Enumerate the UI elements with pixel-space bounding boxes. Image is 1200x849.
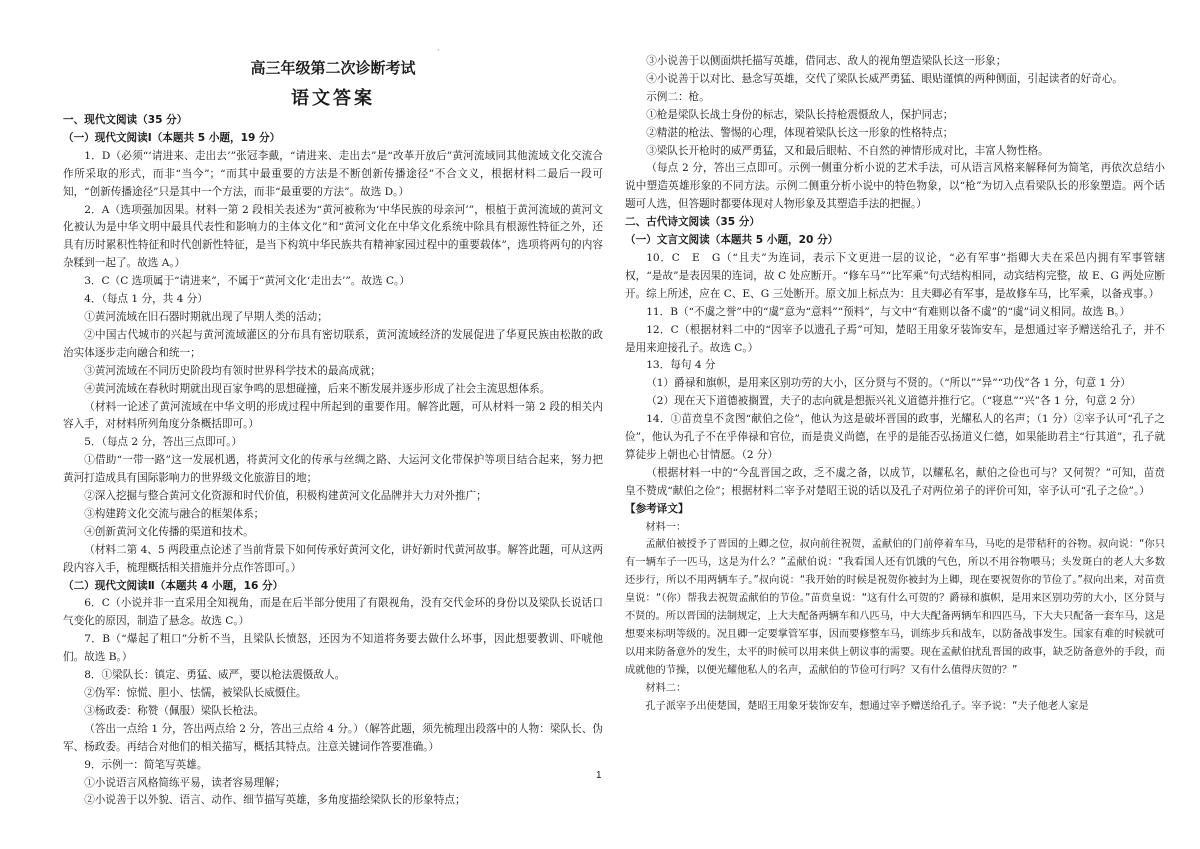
section-heading: 二、古代诗文阅读（35 分） [625, 216, 760, 229]
answer-paragraph: ③黄河流域在不同历史阶段均有领时世界科学技术的最高成就； [84, 364, 381, 377]
answer-paragraph: （材料二第 4、5 两段重点论述了当前背景下如何传承好黄河文化，讲好新时代黄河故事。解答此题，可从这两段内容入手，梳理概括相关措施并分点作答即可。） [63, 543, 603, 574]
answer-paragraph: （2）现在天下道德被搁置，夫子的志向就是想振兴礼义道德并推行它。（“寝息”“兴”各 1 分，句意 2 分） [646, 395, 1142, 408]
right-column [625, 53, 1165, 716]
section-heading: （一）现代文阅读Ⅰ（本题共 5 小题，19 分） [63, 131, 281, 144]
answer-paragraph: ④黄河流域在春秋时期就出现百家争鸣的思想碰撞，后来不断发展并逐步形成了社会主流思想体系。 [84, 382, 551, 395]
answer-paragraph: ②小说善于以外貌、语言、动作、细节描写英雄，多角度描绘梁队长的形象特点； [84, 794, 466, 807]
answer-paragraph: 13．每句 4 分 [646, 359, 716, 372]
answer-paragraph: ①小说语言风格简练平易，读者容易理解； [84, 776, 286, 789]
answer-paragraph: 1．D（必须“‘请进来、走出去’”张冠李戴，“请进来、走出去”是“改革开放后”黄河流域同其他流域文化交流合作所采取的形式，而非“当今”；“而其中最重要的方法是不断创新传播途径”不合文义，根据材料二最后一段可知，“创新传播途径”只是其中一个方法，而非“最重要的方法”。故选 D。） [63, 149, 603, 198]
answer-paragraph: 8．①梁队长：镇定、勇猛、威严，要以枪法震慑敌人。 [84, 669, 346, 682]
answer-paragraph: （根据材料一中的“今乱晋国之政，乏不虞之备，以成节，以耀私名，献伯之俭也可与？又何贺？”可知，苗贲皇不赞成“献伯之俭”；根据材料二宰予对楚昭王说的话以及孔子对两位弟子的评价可知，宰予认可“孔子之俭”。） [625, 466, 1165, 497]
answer-paragraph: 示例二：枪。 [646, 90, 710, 103]
answer-paragraph: 9．示例一：简笔写英雄。 [84, 758, 208, 771]
answer-paragraph: ③小说善于以侧面烘托描写英雄，借同志、敌人的视角塑造梁队长这一形象； [646, 55, 1007, 67]
answer-paragraph: （每点 2 分，答出三点即可。示例一侧重分析小说的艺术手法，可从语言风格来解释何为简笔，再依次总结小说中塑造英雄形象的不同方法。示例二侧重分析小说中的特色物象，以“枪”为切入点看梁队长的形象塑造。两个话题可人选，但答题时都要体现对人物形象及其塑造手法的把握。） [625, 162, 1165, 211]
answer-paragraph: 7．B（“爆起了粗口”分析不当，且梁队长愤怒，还因为不知道将务要去做什么坏事，因此想要教训、吓唬他们。故选 B。） [63, 633, 603, 664]
translation-paragraph: 材料一： [645, 521, 687, 533]
answer-paragraph: ④创新黄河文化传播的渠道和技术。 [84, 525, 254, 538]
answer-paragraph: 14．①苗贲皇不贪图“献伯之俭”，他认为这是破坏晋国的政事，光耀私人的名声；（1 分）②宰予认可“孔子之俭”，他认为孔子不在乎俸禄和官位，而是贵义尚德，在乎的是能否弘扬道义仁德，如果能助君主“行其道”，孔子就算徒步上朝也心甘情愿。（2 分） [625, 413, 1165, 461]
title-block [63, 57, 603, 110]
answer-paragraph: 6．C（小说并非一直采用全知视角，而是在后半部分使用了有限视角，没有交代金环的身份以及梁队长说话口气变化的原因，制造了悬念。故选 C。） [63, 597, 603, 628]
right-body [625, 53, 1165, 716]
answer-paragraph: ②精湛的枪法、警惕的心理，体现着梁队长这一形象的性格特点； [646, 126, 954, 139]
answer-paragraph: ③构建跨文化交流与融合的框架体系； [84, 507, 265, 520]
section-heading: 【参考译文】 [625, 502, 689, 515]
answer-paragraph: ①黄河流域在旧石器时期就出现了早期人类的活动； [84, 310, 328, 323]
answer-paragraph: ①枪是梁队长战士身份的标志，梁队长持枪震慑敌人，保护同志； [646, 108, 954, 121]
answer-paragraph: ④小说善于以对比、悬念写英雄，交代了梁队长威严勇猛、眼贴谨慎的两种侧面，引起读者的好奇心。 [646, 72, 1123, 85]
scan-speck: · [437, 46, 440, 55]
answer-paragraph: ①借助“一带一路”这一发展机遇，将黄河文化的传承与丝绸之路、大运河文化带保护等项目结合起来，努力把黄河打造成具有国际影响力的世界级文化旅游目的地； [63, 454, 603, 485]
section-heading: （一）文言文阅读（本题共 5 小题，20 分） [625, 234, 839, 247]
answer-paragraph: ③杨政委：称赞（佩服）梁队长枪法。 [84, 704, 265, 717]
answer-paragraph: （材料一论述了黄河流域在中华文明的形成过程中所起到的重要作用。解答此题，可从材料一第 2 段的相关内容入手，对材料所列角度分条概括即可。） [63, 400, 603, 431]
answer-paragraph: 3．C（C 选项属于“请进来”，不属于“黄河文化‘走出去’”。故选 C。） [84, 275, 410, 288]
section-heading: （二）现代文阅读Ⅱ（本题共 4 小题，16 分） [63, 579, 284, 592]
exam-title: 高三年级第二次诊断考试 [250, 59, 416, 77]
answer-paragraph: 10．C E G（“且夫”为连词，表示下文更进一层的议论，“必有军事”指卿大夫在采邑内拥有军事管辖权，“是故”是表因果的连词，故 C 处应断开。“修车马”“比军乘”句式结构相同，动宾结构完整，故 E、G 两处应断开。综上所述，应在 C、E、G 三处断开。原文加上标点为：且夫卿必有军事，是故修车马，比军乘，以备戎事。） [625, 251, 1165, 300]
answer-paragraph: ②伪军：惊慌、胆小、怯懦，被梁队长威慑住。 [84, 687, 307, 699]
answer-title: 语文答案 [291, 88, 375, 109]
translation-paragraph: 材料二： [645, 682, 687, 694]
translation-paragraph: 孔子派宰予出使楚国，楚昭王用象牙装饰安车，想通过宰予赠送给孔子。宰予说：“夫子他老人家是 [645, 700, 1089, 712]
left-body [63, 112, 603, 810]
section-heading: 一、现代文阅读（35 分） [63, 114, 188, 126]
answer-paragraph: 11．B（“不虞之誉”中的“虞”意为“意料”“预料”，与文中“有难则以备不虞”的“虞”词义相同。故选 B。） [646, 305, 1131, 318]
answer-paragraph: （1）爵禄和旗帜，是用来区别功劳的大小，区分贤与不贤的。（“所以”“异”“功伐”各 1 分，句意 1 分） [646, 377, 1131, 390]
page-number: 1 [596, 770, 602, 781]
translation-paragraph: 孟献伯被授予了晋国的上卿之位，叔向前往祝贺，孟献伯的门前停着车马，马吃的是带秸秆的谷物。叔向说：“你只有一辆车子一匹马，这是为什么？”孟献伯说：“我看国人还有饥饿的气色，所以不用谷物喂马；头发斑白的老人大多数还步行，所以不用两辆车子。”叔向说：“我开始的时候是祝贺你被封为上卿，现在要祝贺你的节俭了。”叔向出来，对苗贲皇说：“（你）帮我去祝贺孟献伯的节俭。”苗贲皇说：“这有什么可贺的？爵禄和旗帜，是用来区别功劳的大小，区分贤与不贤的。所以晋国的法制规定，上大夫配备两辆车和八匹马，中大夫配备两辆车和四匹马，下大夫只配备一套车马，这是想要来标明等级的。况且卿一定要掌管军事，因而要修整车马，训练步兵和战车，以防备战事发生。国家有难的时候就可以用来防备意外的发生，太平的时候可以用来供上朝议事的需要。现在孟献伯扰乱晋国的政事，缺乏防备意外的手段，而成就他的节操，以便光耀他私人的名声，孟献伯的节俭可行吗？又有什么值得庆贺的？” [625, 539, 1165, 676]
answer-paragraph: ③梁队长开枪时的威严勇猛，又和最后眼帖、不自然的神情形成对比，丰富人物性格。 [646, 144, 1049, 157]
answer-paragraph: 2．A（选项强加因果。材料一第 2 段相关表述为“黄河被称为‘中华民族的母亲河’”，根植于黄河流域的黄河文化被认为是中华文明中最具代表性和影响力的主体文化”和“黄河文化在中华文化系统中除具有根源性特征之外，还具有历时累积性特征和时代创新性特征，是当下构筑中华民族共有精神家园过程中的重要载体”，选项将两句的内容杂糅到一起了。故选 A。） [63, 203, 603, 270]
left-column [63, 0, 603, 810]
answer-paragraph: （答出一点给 1 分，答出两点给 2 分，答出三点给 4 分。）（解答此题，须先梳理出段落中的人物：梁队长、伪军、杨政委。再结合对他们的相关描写，概括其特点。注意关键词作答要准确。） [63, 722, 603, 753]
answer-paragraph: ②深入挖掘与整合黄河文化资源和时代价值，积极构建黄河文化品牌并大力对外推广； [84, 490, 487, 503]
answer-paragraph: 12．C（根据材料二中的“因宰予以遗孔子焉”可知，楚昭王用象牙装饰安车，是想通过宰予赠送给孔子，并不是用来迎接孔子。故选 C。） [625, 323, 1165, 354]
answer-paragraph: 5．（每点 2 分，答出三点即可。） [84, 436, 243, 449]
answer-paragraph: ②中国古代城市的兴起与黄河流域灌区的分布具有密切联系，黄河流域经济的发展促进了华夏民族由松散的政治实体逐步走向融合和统一； [63, 328, 603, 359]
answer-paragraph: 4．（每点 1 分，共 4 分） [84, 293, 208, 306]
